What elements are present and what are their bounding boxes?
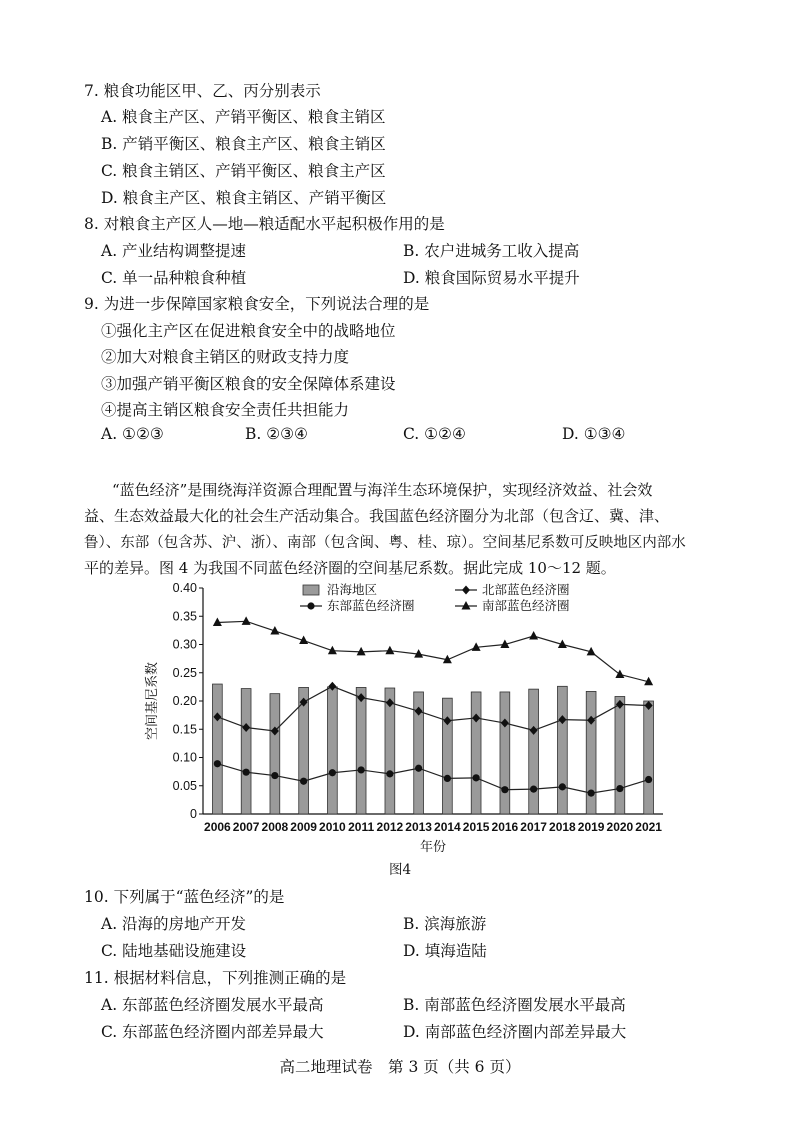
q9-option-c: C. ①②④ [403,425,466,443]
y-tick-label: 0.35 [172,609,197,624]
series-line-east [217,764,648,793]
q9-statement-3: ③加强产销平衡区粮食的安全保障体系建设 [101,375,396,393]
bar-coastal [644,701,654,814]
legend-marker-north [462,586,470,595]
point-east [358,766,365,773]
point-east [444,775,451,782]
bar-coastal [529,689,539,814]
q9-option-b: B. ②③④ [245,425,308,443]
point-east [386,770,393,777]
point-east [329,769,336,776]
point-east [530,786,537,793]
x-tick-label: 2013 [405,820,432,834]
point-south [615,669,624,678]
x-tick-label: 2015 [462,820,490,834]
q8-option-a: A. 产业结构调整提速 [101,242,247,260]
y-tick-label: 0.15 [172,722,197,737]
legend-marker-east [307,602,314,609]
q8-option-d: D. 粮食国际贸易水平提升 [403,269,580,287]
q9-statement-2: ②加大对粮食主销区的财政支持力度 [101,348,350,366]
q7-option-c: C. 粮食主销区、产销平衡区、粮食主产区 [101,162,386,180]
point-east [300,778,307,785]
q10-option-d: D. 填海造陆 [403,942,487,960]
x-tick-label: 2021 [635,820,662,834]
q9-stem: 9. 为进一步保障国家粮食安全，下列说法合理的是 [84,295,430,313]
page-footer: 高二地理试卷 第 3 页（共 6 页） [279,1058,521,1076]
point-south [529,631,538,640]
legend-label: 东部蓝色经济圈 [327,598,415,613]
passage-line-1: “蓝色经济”是围绕海洋资源合理配置与海洋生态环境保护，实现经济效益、社会效 [112,481,653,499]
point-east [271,772,278,779]
gini-chart [130,574,690,855]
q11-option-c: C. 东部蓝色经济圈内部差异最大 [101,1023,324,1041]
point-south [385,646,394,655]
passage-line-4: 平的差异。图 4 为我国不同蓝色经济圈的空间基尼系数。据此完成 10～12 题。 [84,559,616,577]
legend-marker-south [462,601,471,610]
x-tick-label: 2016 [491,820,519,834]
bar-coastal [212,684,222,814]
y-axis-label: 空间基尼系数 [145,661,160,741]
y-tick-label: 0.40 [172,581,197,595]
x-axis-label: 年份 [419,840,447,855]
series-line-south [217,621,648,681]
x-tick-label: 2012 [376,820,404,834]
x-tick-label: 2018 [549,820,576,834]
q9-option-d: D. ①③④ [562,425,626,443]
q9-statement-1: ①强化主产区在促进粮食安全中的战略地位 [101,322,396,340]
x-tick-label: 2017 [520,820,547,834]
y-tick-label: 0 [190,807,197,821]
point-east [645,776,652,783]
q7-stem: 7. 粮食功能区甲、乙、丙分别表示 [84,82,321,100]
x-tick-label: 2008 [261,820,289,834]
x-tick-label: 2014 [434,820,461,834]
point-east [243,769,250,776]
q11-stem: 11. 根据材料信息，下列推测正确的是 [84,969,347,987]
q10-option-b: B. 滨海旅游 [403,915,487,933]
point-south [242,616,251,625]
point-east [616,785,623,792]
y-tick-label: 0.20 [172,694,197,708]
q7-option-b: B. 产销平衡区、粮食主产区、粮食主销区 [101,135,386,153]
q9-option-a: A. ①②③ [101,425,164,443]
y-tick-label: 0.05 [172,778,197,793]
legend-swatch-coastal [303,585,319,595]
x-tick-label: 2010 [319,820,346,834]
x-tick-label: 2006 [204,820,231,834]
point-south [357,647,366,656]
q10-option-a: A. 沿海的房地产开发 [101,915,247,933]
bar-coastal [615,696,625,814]
point-east [473,774,480,781]
q11-option-a: A. 东部蓝色经济圈发展水平最高 [101,996,324,1014]
q9-statement-4: ④提高主销区粮食安全责任共担能力 [101,401,350,419]
passage-line-2: 益、生态效益最大化的社会生产活动集合。我国蓝色经济圈分为北部（包含辽、冀、津、 [84,507,670,525]
q10-stem: 10. 下列属于“蓝色经济”的是 [84,888,285,906]
q8-option-b: B. 农户进城务工收入提高 [403,242,580,260]
bar-coastal [557,686,567,814]
point-south [213,617,222,626]
q10-option-c: C. 陆地基础设施建设 [101,942,247,960]
point-east [501,786,508,793]
bar-coastal [270,694,280,814]
figure-caption: 图4 [388,862,412,878]
q7-option-d: D. 粮食主产区、粮食主销区、产销平衡区 [101,189,387,207]
q11-option-b: B. 南部蓝色经济圈发展水平最高 [403,996,626,1014]
x-tick-label: 2009 [290,820,317,834]
point-east [588,789,595,796]
bar-coastal [471,692,481,814]
bar-coastal [442,698,452,814]
y-tick-label: 0.10 [172,750,197,765]
y-tick-label: 0.30 [172,637,197,652]
x-tick-label: 2007 [232,820,260,834]
bar-coastal [241,689,251,814]
x-tick-label: 2019 [577,820,605,834]
point-east [214,760,221,767]
legend-label: 沿海地区 [327,582,378,597]
series-line-north [217,686,648,731]
point-east [559,783,566,790]
legend-label: 南部蓝色经济圈 [482,598,570,613]
q7-option-a: A. 粮食主产区、产销平衡区、粮食主销区 [101,108,386,126]
bar-coastal [356,687,366,814]
passage-line-3: 鲁）、东部（包含苏、沪、浙）、南部（包含闽、粤、桂、琼）。空间基尼系数可反映地区内部水 [84,535,686,551]
bar-coastal [500,692,510,814]
y-tick-label: 0.25 [172,665,197,680]
q11-option-d: D. 南部蓝色经济圈内部差异最大 [403,1023,627,1041]
legend-label: 北部蓝色经济圈 [482,582,570,597]
x-tick-label: 2011 [348,820,375,834]
bar-coastal [327,687,337,814]
x-tick-label: 2020 [606,820,634,834]
q8-option-c: C. 单一品种粮食种植 [101,269,247,287]
point-east [415,765,422,772]
q8-stem: 8. 对粮食主产区人—地—粮适配水平起积极作用的是 [84,215,445,233]
